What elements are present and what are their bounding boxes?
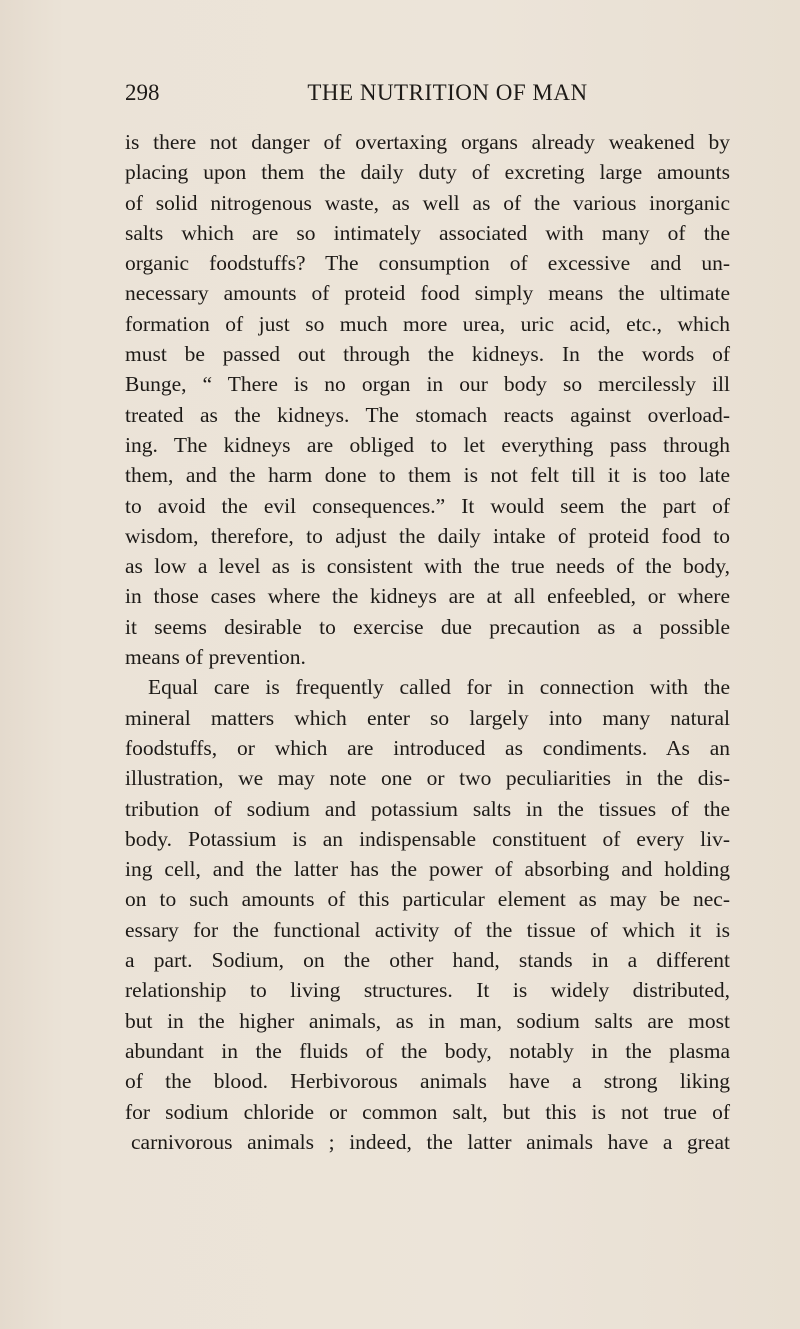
running-title: THE NUTRITION OF MAN bbox=[307, 80, 588, 105]
text-line: foodstuffs, or which are introduced as condiments. As an bbox=[125, 735, 730, 760]
text-line: essary for the functional activity of the tissue of which it is bbox=[125, 917, 730, 942]
text-line: necessary amounts of proteid food simply means the ultimate bbox=[125, 281, 730, 306]
body-text bbox=[125, 127, 730, 1157]
text-line: salts which are so intimately associated with many of the bbox=[125, 220, 730, 245]
text-line: organic foodstuffs? The consumption of excessive and un- bbox=[125, 251, 730, 276]
text-line: to avoid the evil consequences.” It would seem the part of bbox=[125, 493, 730, 518]
text-line: body. Potassium is an indispensable constituent of every liv- bbox=[125, 826, 730, 851]
text-line: treated as the kidneys. The stomach reacts against overload- bbox=[125, 402, 730, 427]
text-line: ing cell, and the latter has the power of absorbing and holding bbox=[125, 857, 730, 882]
text-line: relationship to living structures. It is widely distributed, bbox=[125, 978, 730, 1003]
running-head bbox=[125, 80, 730, 116]
text-line: of the blood. Herbivorous animals have a strong liking bbox=[125, 1069, 730, 1094]
text-line: ing. The kidneys are obliged to let everything pass through bbox=[125, 432, 730, 457]
paragraph-end-line: means of prevention. bbox=[125, 645, 306, 670]
text-line: carnivorous animals ; indeed, the latter animals have a great bbox=[131, 1129, 730, 1154]
text-line: is there not danger of overtaxing organs already weakened by bbox=[125, 130, 730, 154]
text-line: must be passed out through the kidneys. In the words of bbox=[125, 342, 730, 367]
text-line: for sodium chloride or common salt, but this is not true of bbox=[125, 1099, 730, 1124]
text-line: of solid nitrogenous waste, as well as of the various inorganic bbox=[125, 190, 730, 215]
text-line: abundant in the fluids of the body, notably in the plasma bbox=[125, 1038, 730, 1063]
text-line: placing upon them the daily duty of excreting large amounts bbox=[125, 160, 730, 185]
text-line: wisdom, therefore, to adjust the daily intake of proteid food to bbox=[125, 523, 730, 548]
text-line: mineral matters which enter so largely into many natural bbox=[125, 705, 730, 730]
text-line: Bunge, “ There is no organ in our body so mercilessly ill bbox=[125, 372, 730, 397]
page-number: 298 bbox=[125, 80, 160, 105]
text-line: them, and the harm done to them is not felt till it is too late bbox=[125, 463, 730, 488]
text-line: formation of just so much more urea, uric acid, etc., which bbox=[125, 311, 730, 336]
text-line: a part. Sodium, on the other hand, stands in a different bbox=[125, 948, 730, 973]
text-line: in those cases where the kidneys are at all enfeebled, or where bbox=[125, 584, 730, 609]
text-line: illustration, we may note one or two peculiarities in the dis- bbox=[125, 766, 730, 791]
text-line: tribution of sodium and potassium salts in the tissues of the bbox=[125, 796, 730, 821]
text-line: as low a level as is consistent with the true needs of the body, bbox=[125, 554, 730, 579]
text-line: on to such amounts of this particular element as may be nec- bbox=[125, 887, 730, 912]
paragraph-start-line: Equal care is frequently called for in connection with the bbox=[148, 675, 730, 700]
text-line: it seems desirable to exercise due precaution as a possible bbox=[125, 614, 730, 639]
text-line: but in the higher animals, as in man, sodium salts are most bbox=[125, 1008, 730, 1033]
